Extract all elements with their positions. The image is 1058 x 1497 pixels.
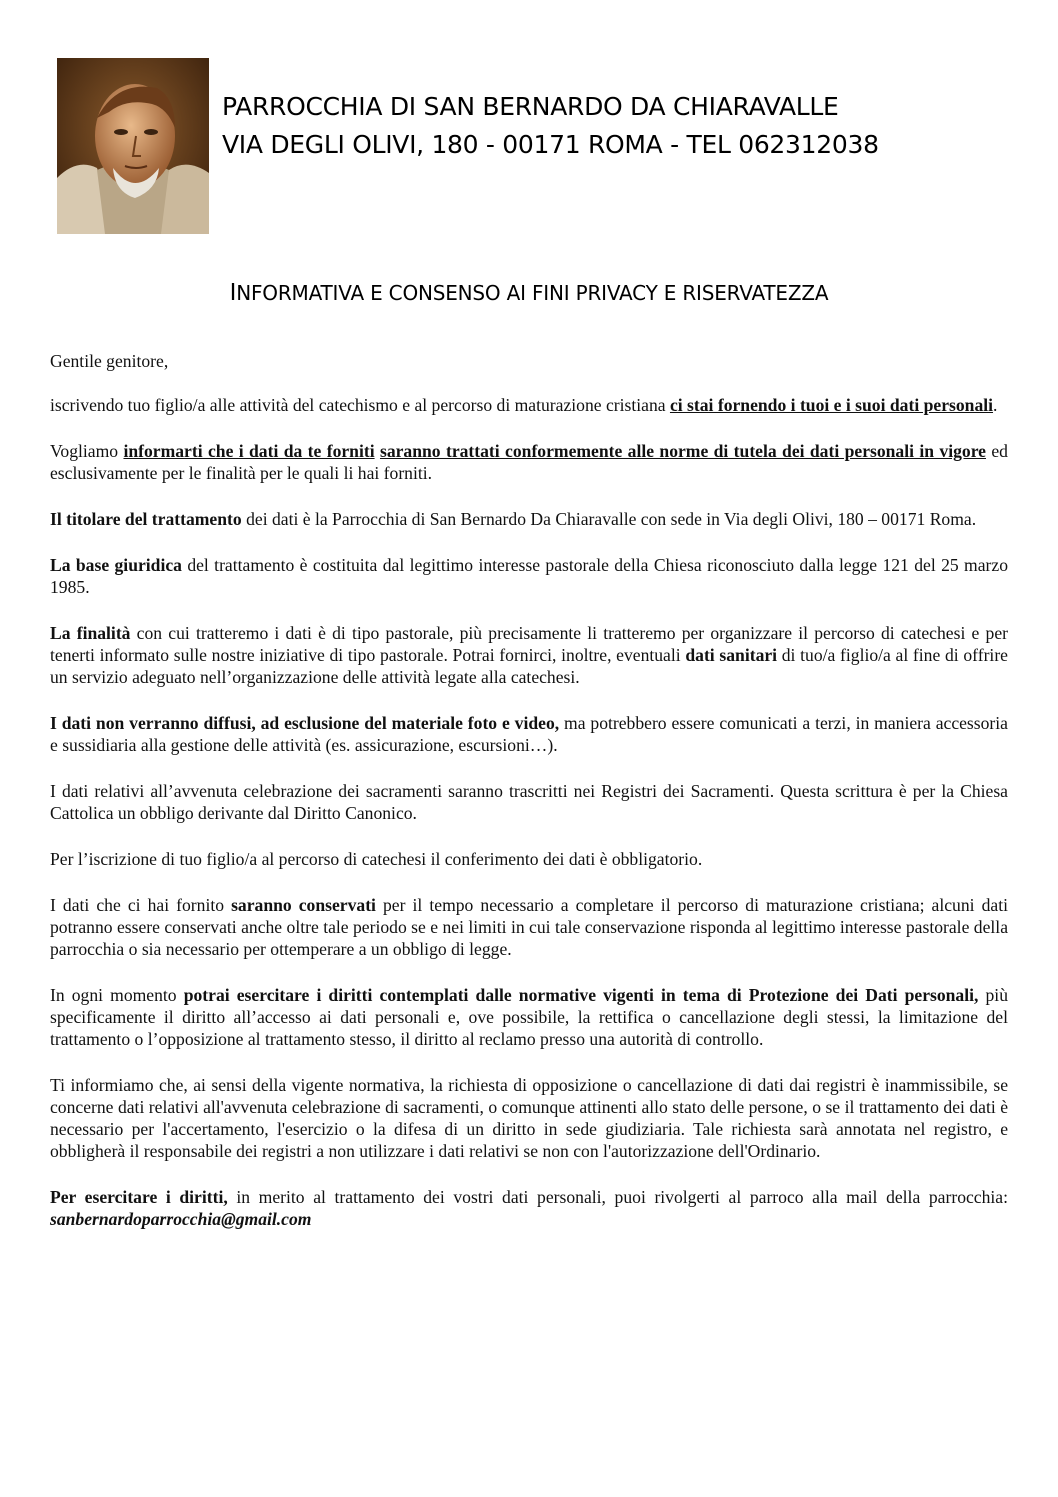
text-run: Vogliamo (50, 441, 124, 461)
document-title (0, 280, 1058, 306)
emphasis-run: saranno trattati conformemente alle norme di tutela dei dati personali in vigore (379, 441, 986, 461)
document-body (50, 350, 1008, 1254)
text-run: iscrivendo tuo figlio/a alle attività del catechismo e al percorso di maturazione cristiana (50, 395, 670, 415)
bold-run: I dati non verranno diffusi, ad esclusione del materiale foto e video, (50, 713, 560, 733)
parish-name: PARROCCHIA DI SAN BERNARDO DA CHIARAVALLE (222, 92, 839, 121)
text-run: ed esclusivamente per le finalità per le quali li hai forniti. (50, 441, 1008, 483)
text-run: ma potrebbero essere comunicati a terzi, in maniera accessoria e sussidiaria alla gestione delle attività (es. assicurazione, escursioni…). (50, 713, 1008, 755)
bold-run: dati sanitari (685, 645, 778, 665)
text-run: del trattamento è costituita dal legittimo interesse pastorale della Chiesa riconosciuto dalla legge 121 del 25 marzo 1985. (50, 555, 1008, 597)
paragraph-opposition-limits: Ti informiamo che, ai sensi della vigente normativa, la richiesta di opposizione o cancellazione di dati dai registri è inammissibile, se concerne dati relativi all'avvenuta celebrazione di sacramenti, o comunque attinenti allo stato delle persone, o se il trattamento dei dati è necessario per l'accertamento, l'esercizio o la difesa di un diritto in sede giudiziaria. Tale richiesta sarà annotata nel registro, e obbligherà il responsabile dei registri a non utilizzare i dati relativi se non con l'autorizzazione dell'Ordinario. (50, 1075, 1008, 1161)
emphasis-run: informarti che i dati da te forniti (123, 441, 375, 461)
title-initial: I (229, 280, 237, 306)
paragraph-data-treatment (50, 440, 1008, 484)
paragraph-enrollment (50, 394, 1008, 416)
contact-email-link[interactable]: sanbernardoparrocchia@gmail.com (50, 1209, 312, 1229)
text-run: più specificamente il diritto all’accesso ai dati personali e, ove possibile, la rettifica o cancellazione degli stessi, la limitazione del trattamento o l’opposizione al trattamento stesso, il diritto al reclamo presso una autorità di controllo. (50, 985, 1008, 1049)
bold-run: Il titolare del trattamento (50, 509, 242, 529)
parish-address: VIA DEGLI OLIVI, 180 - 00171 ROMA - TEL 062312038 (222, 130, 879, 159)
bold-run: saranno conservati (231, 895, 376, 915)
text-run: . (993, 395, 998, 415)
text-run: I dati che ci hai fornito (50, 895, 232, 915)
paragraph-retention (50, 894, 1008, 960)
greeting: Gentile genitore, (50, 351, 169, 371)
saint-portrait-image (57, 58, 209, 234)
emphasis-run: ci stai fornendo i tuoi e i suoi dati personali (669, 395, 994, 415)
bold-run: potrai esercitare i diritti contemplati dalle normative vigenti in tema di Protezione dei Dati personali, (183, 985, 979, 1005)
paragraph-rights (50, 984, 1008, 1050)
text-run: In ogni momento (50, 985, 184, 1005)
title-rest: NFORMATIVA E CONSENSO AI FINI PRIVACY E RISERVATEZZA (236, 281, 829, 305)
paragraph-contact (50, 1186, 1008, 1230)
bold-run: La finalità (50, 623, 131, 643)
text-run: in merito al trattamento dei vostri dati personali, puoi rivolgerti al parroco alla mail della parrocchia: (227, 1187, 1008, 1207)
text-run: con cui tratteremo i dati è di tipo pastorale, più precisamente li tratteremo per organizzare il percorso di catechesi e per tenerti informato sulle nostre iniziative di tipo pastorale. Potrai fornirci, inoltre, eventuali (50, 623, 1008, 665)
paragraph-legal-basis (50, 554, 1008, 598)
paragraph-mandatory-data: Per l’iscrizione di tuo figlio/a al percorso di catechesi il conferimento dei dati è obbligatorio. (50, 849, 703, 869)
text-run: dei dati è la Parrocchia di San Bernardo Da Chiaravalle con sede in Via degli Olivi, 180 – 00171 Roma. (241, 509, 977, 529)
paragraph-data-controller (50, 508, 1008, 530)
bold-run: La base giuridica (50, 555, 182, 575)
bold-run: Per esercitare i diritti, (50, 1187, 228, 1207)
text-run: per il tempo necessario a completare il percorso di maturazione cristiana; alcuni dati potranno essere conservati anche oltre tale periodo se e nei limiti in cui tale conservazione risponda al legittimo interesse pastorale della parrocchia o sia necessario per ottemperare a un obbligo di legge. (50, 895, 1008, 959)
paragraph-sacrament-registers: I dati relativi all’avvenuta celebrazione dei sacramenti saranno trascritti nei Registri dei Sacramenti. Questa scrittura è per la Chiesa Cattolica un obbligo derivante dal Diritto Canonico. (50, 781, 1008, 823)
parish-header (222, 88, 1022, 164)
text-run: di tuo/a figlio/a al fine di offrire un servizio adeguato nell’organizzazione delle attività legate alla catechesi. (50, 645, 1008, 687)
paragraph-purpose (50, 622, 1008, 688)
paragraph-disclosure (50, 712, 1008, 756)
